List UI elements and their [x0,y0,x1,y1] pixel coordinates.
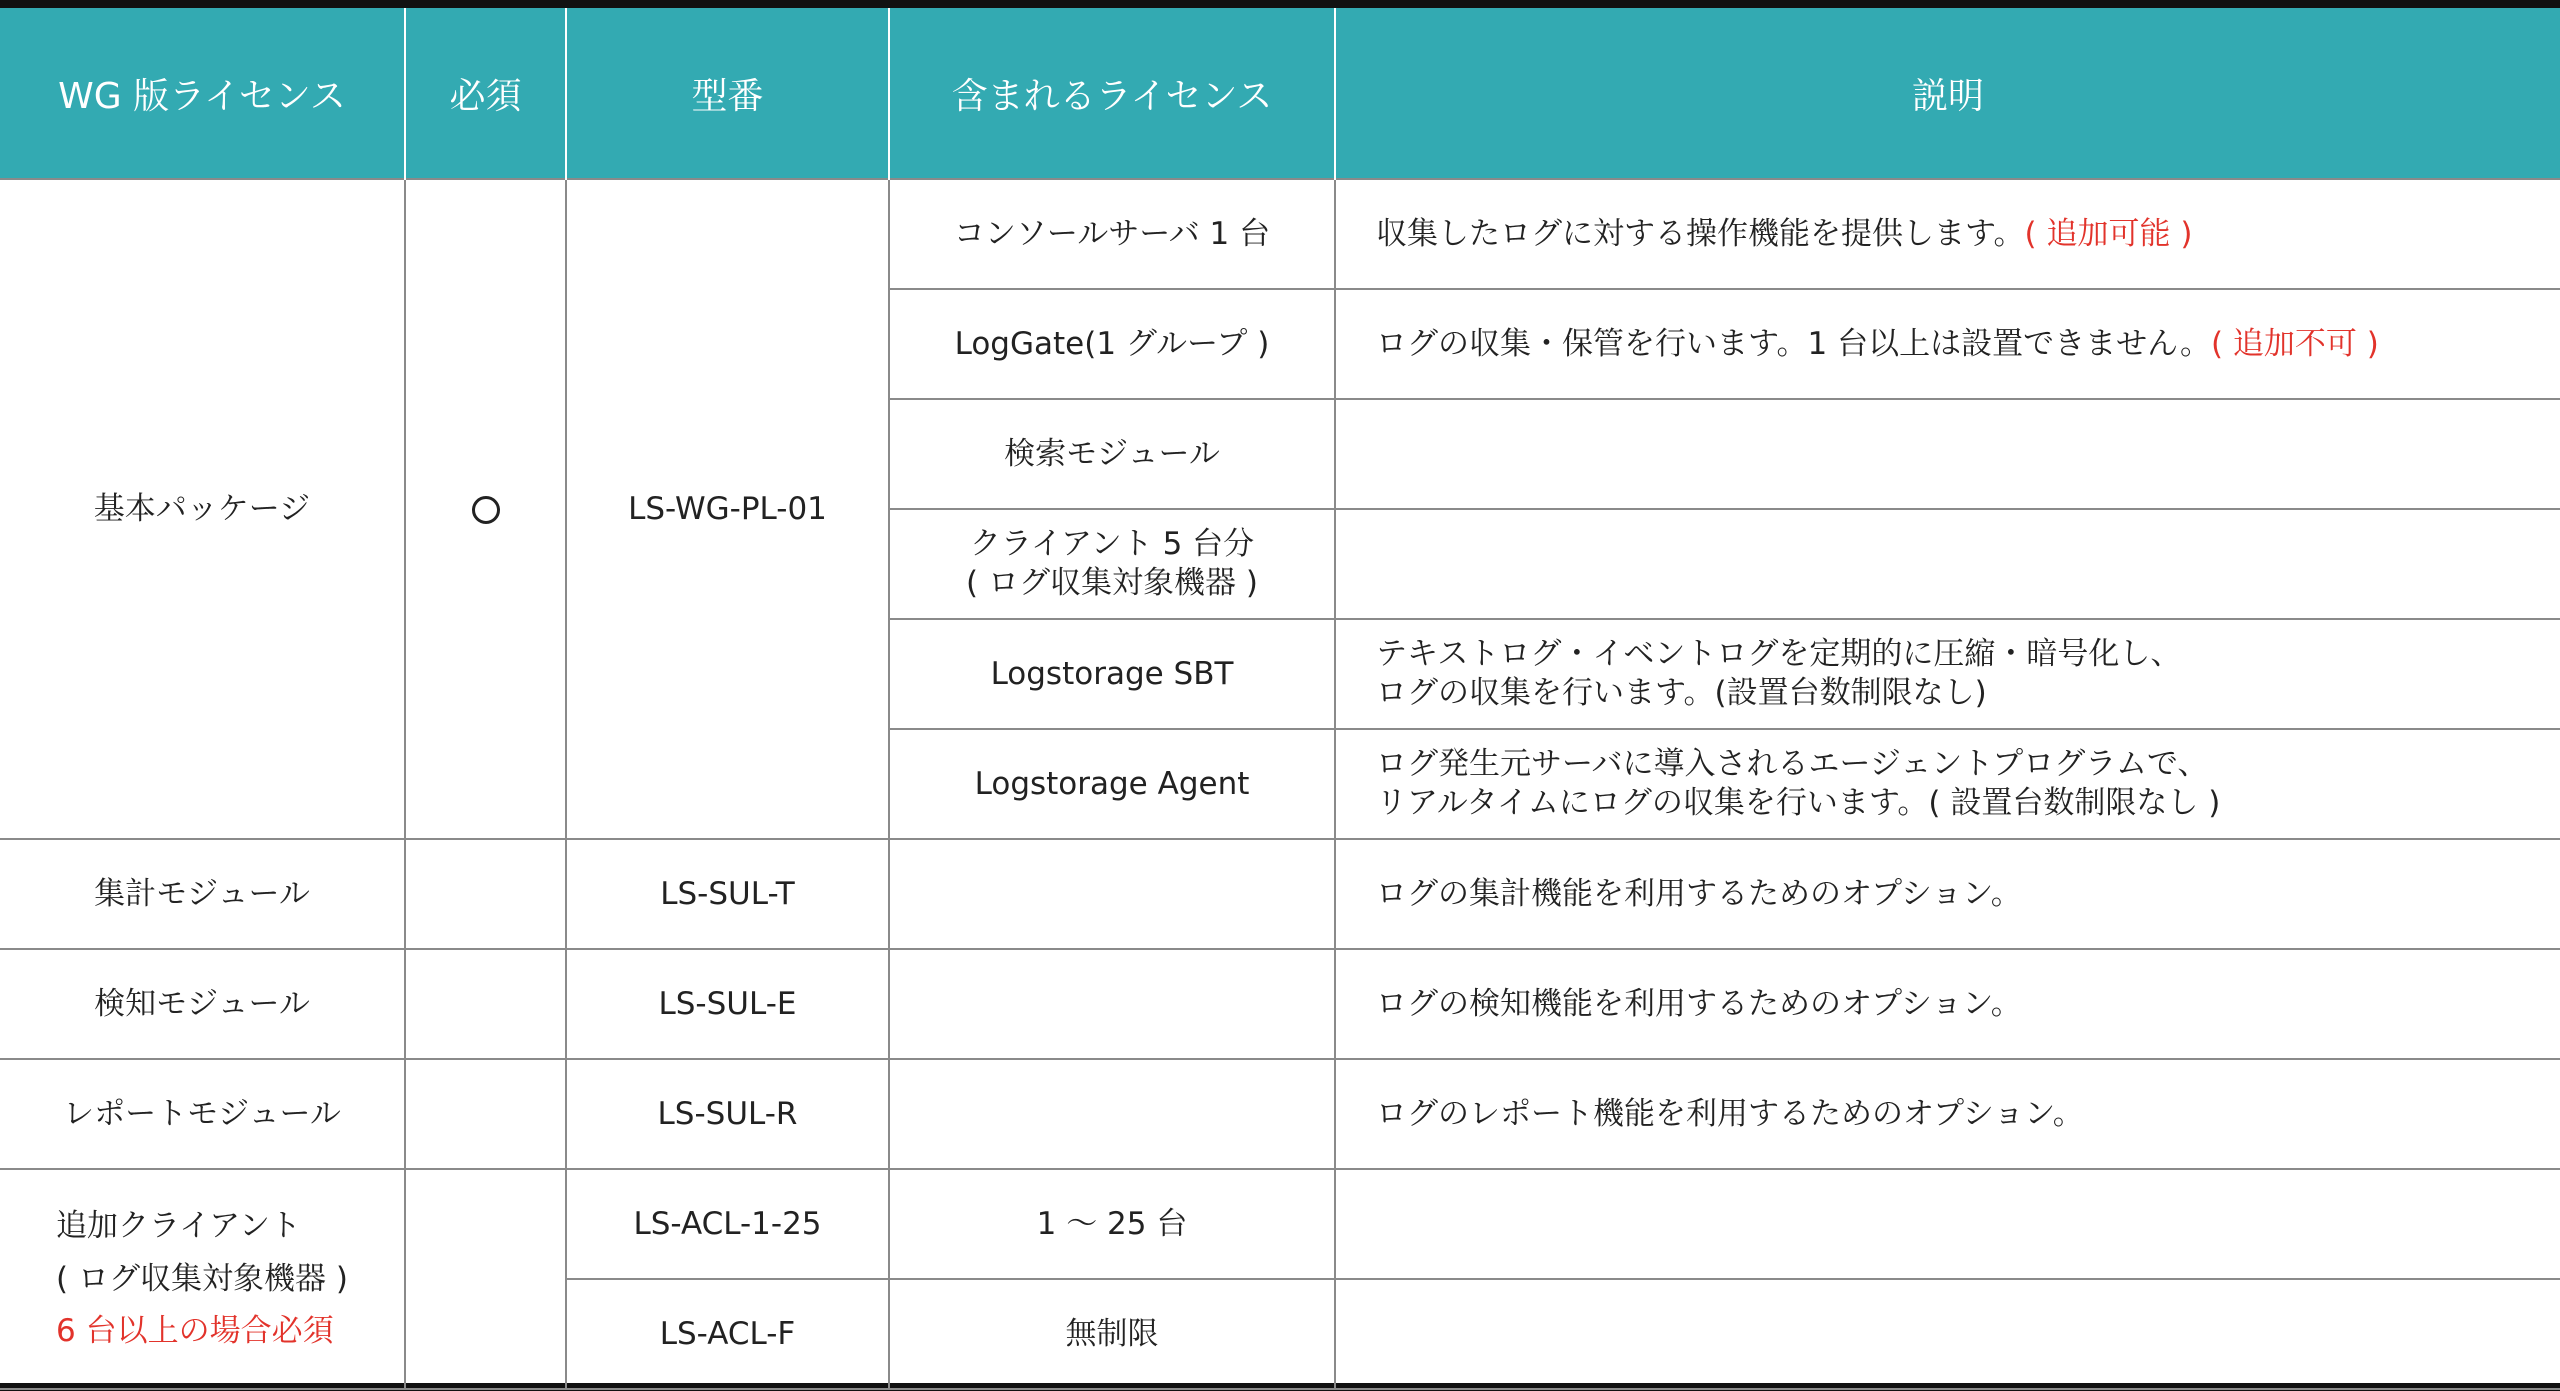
description-note: ( 追加不可 ) [2210,325,2379,362]
included-license: Logstorage Agent [889,729,1335,839]
included-license [889,509,1335,619]
description-line1: ログ発生元サーバに導入されるエージェントプログラムで、 [1376,746,2209,783]
description-text: ログの集計機能を利用するためのオプション。 [1335,839,2560,949]
additional-model: LS-ACL-1-25 [566,1169,889,1279]
header-included-license: 含まれるライセンス [889,8,1335,179]
header-required: 必須 [405,8,566,179]
description-line2: リアルタイムにログの収集を行います。( 設置台数制限なし ) [1376,785,2221,821]
basic-package-name: 基本パッケージ [0,179,405,839]
additional-client-line2: ( ログ収集対象機器 ) [56,1260,348,1297]
module-model: LS-SUL-R [566,1059,889,1169]
included-license [889,839,1335,949]
description-cell [1335,1169,2560,1279]
module-name: 集計モジュール [0,839,405,949]
included-license [889,949,1335,1059]
included-license: 1 〜 25 台 [889,1169,1335,1279]
additional-client-name [0,1169,405,1389]
additional-client-note: 6 台以上の場合必須 [56,1313,334,1350]
description-text: ログの検知機能を利用するためのオプション。 [1335,949,2560,1059]
table-row [0,839,2560,949]
description-line1: テキストログ・イベントログを定期的に圧縮・暗号化し、 [1376,636,2182,673]
required-circle-icon [472,496,500,524]
description-cell [1335,509,2560,619]
module-name: 検知モジュール [0,949,405,1059]
required-cell [405,1169,566,1389]
basic-package-model: LS-WG-PL-01 [566,179,889,839]
included-license-line1: クライアント 5 台分 [969,526,1255,563]
table-row [0,179,2560,289]
description-cell [1335,179,2560,289]
description-cell [1335,399,2560,509]
included-license-line2: ( ログ収集対象機器 ) [966,565,1258,601]
included-license [889,1059,1335,1169]
module-name: レポートモジュール [0,1059,405,1169]
description-cell [1335,289,2560,399]
required-cell [405,1059,566,1169]
included-license: 検索モジュール [889,399,1335,509]
description-text: ログのレポート機能を利用するためのオプション。 [1335,1059,2560,1169]
description-line2: ログの収集を行います。(設置台数制限なし) [1376,675,1987,711]
module-model: LS-SUL-E [566,949,889,1059]
description-text: 収集したログに対する操作機能を提供します。 [1376,215,2025,252]
included-license: Logstorage SBT [889,619,1335,729]
required-cell [405,949,566,1059]
table-row [0,1169,2560,1279]
description-cell [1335,729,2560,839]
additional-model: LS-ACL-F [566,1279,889,1389]
module-model: LS-SUL-T [566,839,889,949]
table-row [0,949,2560,1059]
description-cell [1335,1279,2560,1389]
description-note: ( 追加可能 ) [2024,215,2193,252]
header-row [0,8,2560,179]
required-cell [405,839,566,949]
additional-client-line1: 追加クライアント [56,1207,301,1244]
description-text: ログの収集・保管を行います。1 台以上は設置できません。 [1376,325,2211,362]
header-description: 説明 [1335,8,2560,179]
table-row [0,1059,2560,1169]
included-license: LogGate(1 グループ ) [889,289,1335,399]
included-license: コンソールサーバ 1 台 [889,179,1335,289]
required-cell [405,179,566,839]
description-cell [1335,619,2560,729]
header-license: WG 版ライセンス [0,8,405,179]
included-license: 無制限 [889,1279,1335,1389]
license-table [0,8,2560,1390]
header-model: 型番 [566,8,889,179]
